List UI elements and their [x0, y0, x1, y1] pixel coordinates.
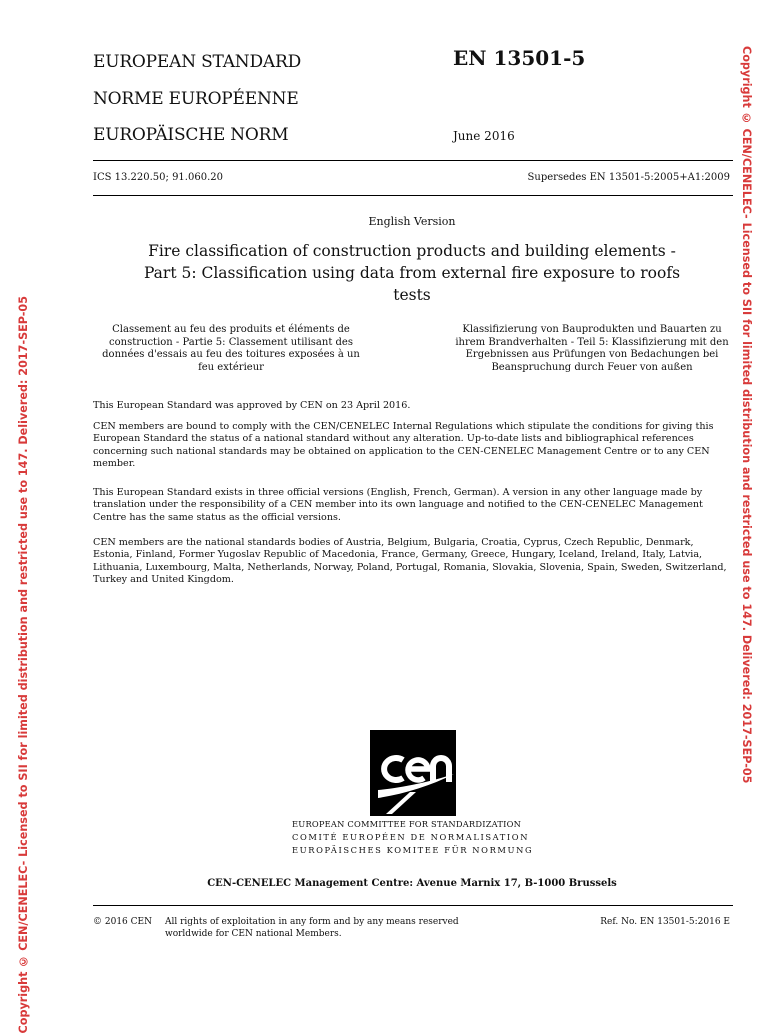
- standard-number: EN 13501-5: [453, 46, 586, 70]
- ics-codes: ICS 13.220.50; 91.060.20: [93, 172, 223, 183]
- header-title-de: EUROPÄISCHE NORM: [93, 125, 289, 145]
- committee-name-de: EUROPÄISCHES KOMITEE FÜR NORMUNG: [292, 845, 534, 855]
- footer-rights-line1: All rights of exploitation in any form and by any means reserved: [165, 917, 459, 927]
- footer-reference: Ref. No. EN 13501-5:2016 E: [600, 917, 730, 927]
- compliance-paragraph: CEN members are bound to comply with the CEN/CENELEC Internal Regulations which stipulate the conditions for giving this European Standard the status of a national standard without any alteration. Up-to-date lists and bibliographical references concerning such national standards may be obtained on application to the CEN-CENELEC Management Centre or to any CEN member.: [93, 421, 714, 470]
- cen-logo-graphic: [370, 730, 456, 816]
- header-title-fr: NORME EUROPÉENNE: [93, 89, 299, 109]
- publication-date: June 2016: [453, 129, 515, 143]
- members-paragraph: CEN members are the national standards bodies of Austria, Belgium, Bulgaria, Croatia, Cyprus, Czech Republic, Denmark, Estonia, Finland, Former Yugoslav Republic of Macedonia, France, Germany, Greece, Hungary, Iceland, Ireland, Italy, Latvia, Lithuania, Luxembourg, Malta, Netherlands, Norway, Poland, Portugal, Romania, Slovakia, Slovenia, Spain, Sweden, Switzerland, Turkey and United Kingdom.: [93, 537, 727, 586]
- document-title: Fire classification of construction products and building elements - Part 5: Classification using data from external fire exposure to roofs tests: [143, 242, 681, 304]
- copyright-watermark-left: Copyright © CEN/CENELEC- Licensed to SII for limited distribution and restricted use to 147. Delivered: 2017-SEP-05: [17, 296, 30, 1033]
- copyright-watermark-right: Copyright © CEN/CENELEC- Licensed to SII for limited distribution and restricted use to 147. Delivered: 2017-SEP-05: [740, 46, 753, 784]
- ics-divider: [93, 195, 733, 196]
- approval-paragraph: This European Standard was approved by CEN on 23 April 2016.: [93, 400, 411, 411]
- committee-names: [292, 818, 533, 857]
- footer-rights-line2: worldwide for CEN national Members.: [165, 929, 342, 939]
- header-title-en: EUROPEAN STANDARD: [93, 52, 302, 72]
- versions-paragraph: This European Standard exists in three official versions (English, French, German). A version in any other language made by translation under the responsibility of a CEN member into its own language and notified to the CEN-CENELEC Management Centre has the same status as the official versions.: [93, 487, 703, 523]
- version-label: English Version: [368, 215, 456, 228]
- title-french: Classement au feu des produits et éléments de construction - Partie 5: Classement utilisant des données d'essais au feu des toitures exposées à un feu extérieur: [102, 324, 360, 373]
- footer-rights: [165, 916, 459, 940]
- header-divider: [93, 160, 733, 161]
- committee-name-fr: COMITÉ EUROPÉEN DE NORMALISATION: [292, 832, 530, 842]
- title-german: Klassifizierung von Bauprodukten und Bauarten zu ihrem Brandverhalten - Teil 5: Klassifizierung mit den Ergebnissen aus Prüfungen von Bedachungen bei Beanspruchung durch Feuer von außen: [455, 324, 729, 373]
- management-centre-address: CEN-CENELEC Management Centre: Avenue Marnix 17, B-1000 Brussels: [207, 878, 617, 889]
- committee-name-en: EUROPEAN COMMITTEE FOR STANDARDIZATION: [292, 819, 522, 829]
- footer-divider: [93, 905, 733, 906]
- footer-copyright: © 2016 CEN: [93, 917, 152, 927]
- cen-logo: [370, 730, 456, 816]
- supersedes-note: Supersedes EN 13501-5:2005+A1:2009: [527, 172, 730, 183]
